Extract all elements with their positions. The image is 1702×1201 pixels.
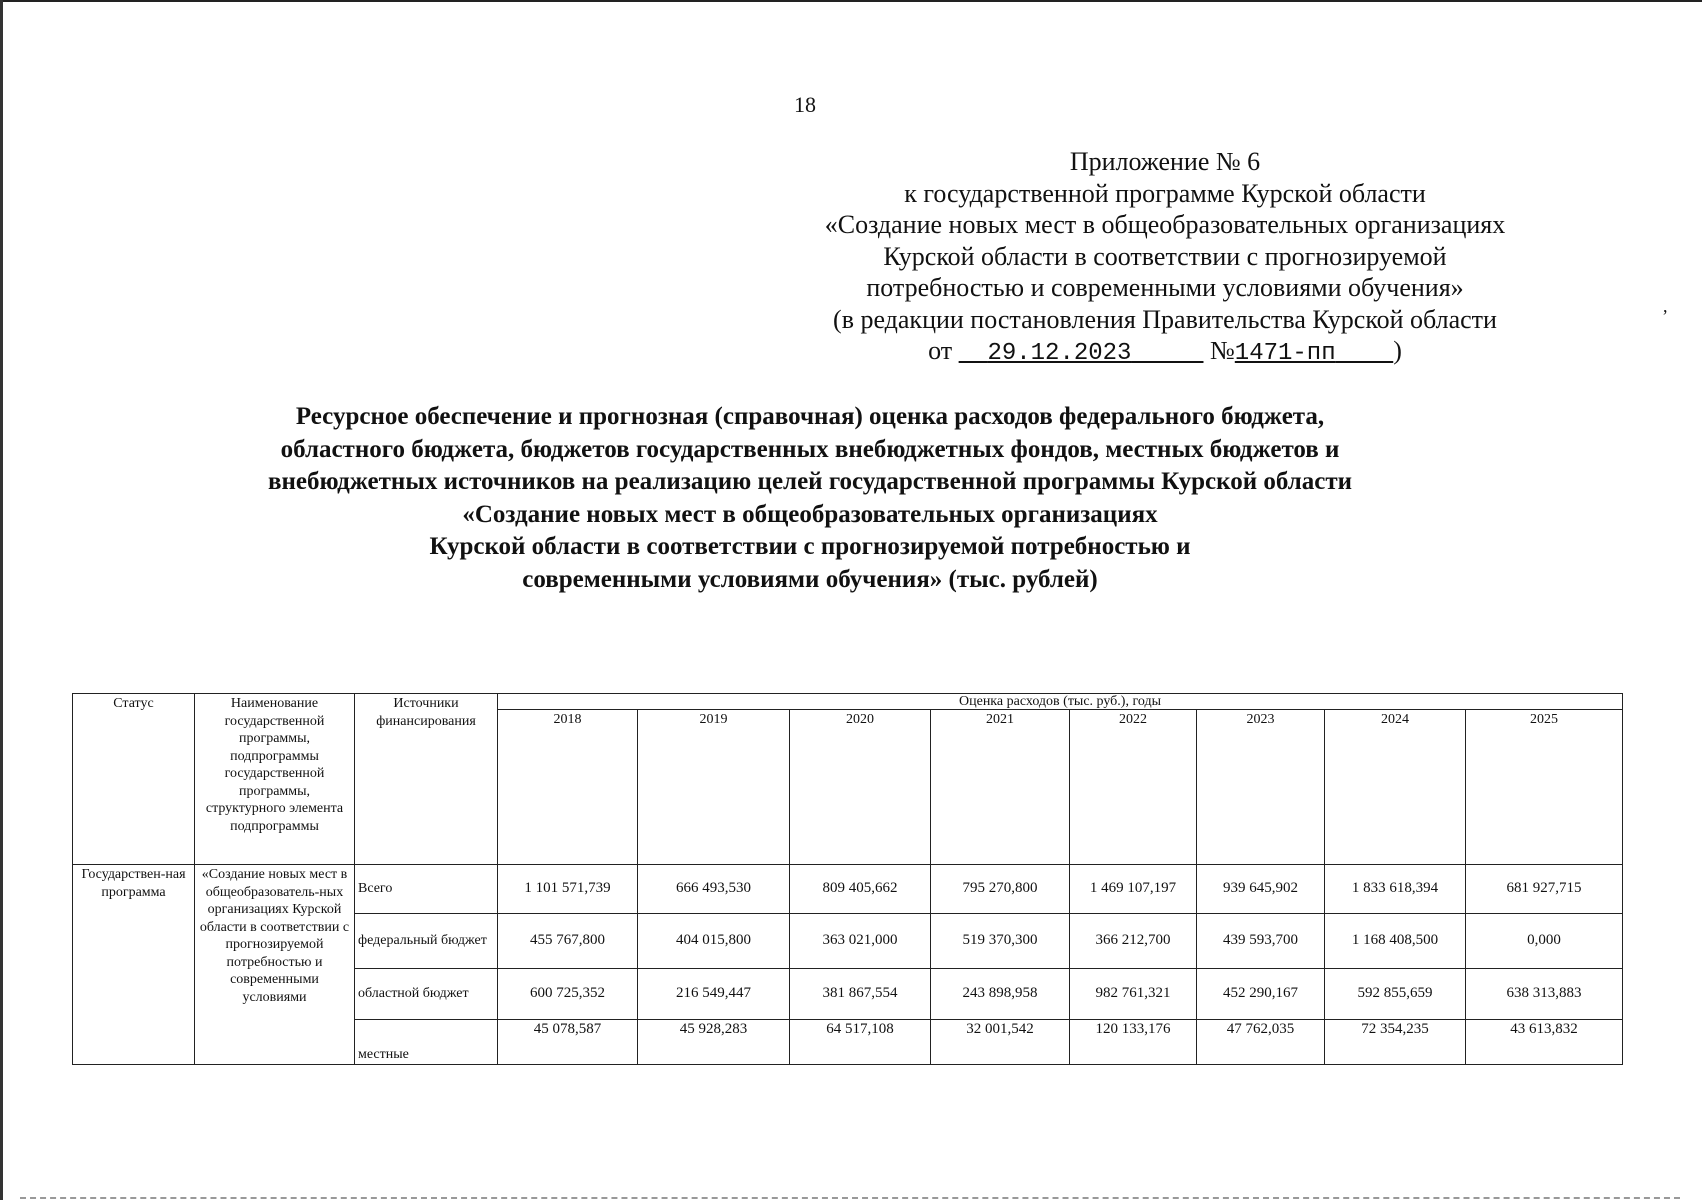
value-cell: 1 469 107,197 bbox=[1070, 865, 1197, 914]
source-cell: Всего bbox=[355, 865, 498, 914]
status-cell: Государствен-ная программа bbox=[73, 865, 195, 1065]
header-year: 2021 bbox=[931, 710, 1070, 865]
value-cell: 455 767,800 bbox=[498, 914, 638, 969]
title-line: «Создание новых мест в общеобразовательных организациях bbox=[462, 500, 1158, 528]
page-edge-left bbox=[0, 0, 3, 1200]
value-cell: 600 725,352 bbox=[498, 969, 638, 1020]
annex-line: «Создание новых мест в общеобразовательных организациях bbox=[824, 210, 1506, 239]
value-cell: 638 313,883 bbox=[1466, 969, 1623, 1020]
value-cell: 592 855,659 bbox=[1325, 969, 1466, 1020]
resolution-date: 29.12.2023 bbox=[987, 340, 1132, 367]
source-cell: областной бюджет bbox=[355, 969, 498, 1020]
title-line: Ресурсное обеспечение и прогнозная (справочная) оценка расходов федерального бюджета, bbox=[295, 403, 1325, 430]
header-estimate: Оценка расходов (тыс. руб.), годы bbox=[498, 694, 1623, 710]
annex-line: (в редакции постановления Правительства Курской области bbox=[833, 304, 1497, 334]
value-cell: 452 290,167 bbox=[1197, 969, 1325, 1020]
annex-block bbox=[770, 146, 1560, 370]
annex-line: Курской области в соответствии с прогнозируемой bbox=[883, 241, 1447, 271]
value-cell: 43 613,832 bbox=[1466, 1020, 1623, 1065]
budget-table bbox=[72, 693, 1623, 1065]
header-program-name: Наименование государственной программы, подпрограммы государственной программы, структурного элемента подпрограммы bbox=[195, 694, 355, 865]
source-cell: федеральный бюджет bbox=[355, 914, 498, 969]
header-year: 2025 bbox=[1466, 710, 1623, 865]
value-cell: 681 927,715 bbox=[1466, 865, 1623, 914]
value-cell: 363 021,000 bbox=[790, 914, 931, 969]
table-row bbox=[73, 865, 1623, 914]
title-line: современными условиями обучения» (тыс. рублей) bbox=[522, 565, 1098, 593]
value-cell: 519 370,300 bbox=[931, 914, 1070, 969]
header-year: 2020 bbox=[790, 710, 931, 865]
header-sources: Источники финансирования bbox=[355, 694, 498, 865]
title-line: Курской области в соответствии с прогнозируемой потребностью и bbox=[429, 533, 1191, 560]
value-cell: 120 133,176 bbox=[1070, 1020, 1197, 1065]
value-cell: 72 354,235 bbox=[1325, 1020, 1466, 1065]
value-cell: 45 078,587 bbox=[498, 1020, 638, 1065]
document-title bbox=[150, 401, 1470, 596]
value-cell: 939 645,902 bbox=[1197, 865, 1325, 914]
value-cell: 366 212,700 bbox=[1070, 914, 1197, 969]
value-cell: 64 517,108 bbox=[790, 1020, 931, 1065]
value-cell: 45 928,283 bbox=[638, 1020, 790, 1065]
header-year: 2024 bbox=[1325, 710, 1466, 865]
annex-line: к государственной программе Курской области bbox=[904, 178, 1426, 208]
program-name-cell: «Создание новых мест в общеобразователь-ных организациях Курской области в соответствии с прогнозируемой потребностью и современными условиями bbox=[195, 865, 355, 1065]
annex-title: Приложение № 6 bbox=[1069, 147, 1261, 176]
header-year: 2019 bbox=[638, 710, 790, 865]
source-cell: местные bbox=[355, 1020, 498, 1065]
title-line: областного бюджета, бюджетов государственных внебюджетных фондов, местных бюджетов и bbox=[280, 435, 1340, 463]
annex-resolution-line bbox=[770, 335, 1560, 370]
value-cell: 439 593,700 bbox=[1197, 914, 1325, 969]
number-label: № bbox=[1209, 336, 1235, 365]
from-label: от bbox=[928, 336, 953, 365]
value-cell: 1 833 618,394 bbox=[1325, 865, 1466, 914]
value-cell: 32 001,542 bbox=[931, 1020, 1070, 1065]
value-cell: 404 015,800 bbox=[638, 914, 790, 969]
value-cell: 809 405,662 bbox=[790, 865, 931, 914]
page-edge-bottom bbox=[20, 1197, 1680, 1201]
resolution-number: 1471-пп bbox=[1234, 340, 1336, 367]
value-cell: 1 168 408,500 bbox=[1325, 914, 1466, 969]
value-cell: 795 270,800 bbox=[931, 865, 1070, 914]
value-cell: 381 867,554 bbox=[790, 969, 931, 1020]
value-cell: 1 101 571,739 bbox=[498, 865, 638, 914]
title-line: внебюджетных источников на реализацию целей государственной программы Курской области bbox=[267, 468, 1353, 495]
value-cell: 243 898,958 bbox=[931, 969, 1070, 1020]
value-cell: 666 493,530 bbox=[638, 865, 790, 914]
header-year: 2023 bbox=[1197, 710, 1325, 865]
header-status: Статус bbox=[73, 694, 195, 865]
value-cell: 47 762,035 bbox=[1197, 1020, 1325, 1065]
header-year: 2018 bbox=[498, 710, 638, 865]
page-edge-top bbox=[0, 0, 1702, 2]
page-number: 18 bbox=[794, 92, 816, 117]
annex-line: потребностью и современными условиями обучения» bbox=[866, 273, 1464, 302]
close-paren: ) bbox=[1393, 336, 1402, 365]
value-cell: 982 761,321 bbox=[1070, 969, 1197, 1020]
value-cell: 0,000 bbox=[1466, 914, 1623, 969]
stray-mark: , bbox=[1663, 296, 1668, 316]
value-cell: 216 549,447 bbox=[638, 969, 790, 1020]
header-year: 2022 bbox=[1070, 710, 1197, 865]
